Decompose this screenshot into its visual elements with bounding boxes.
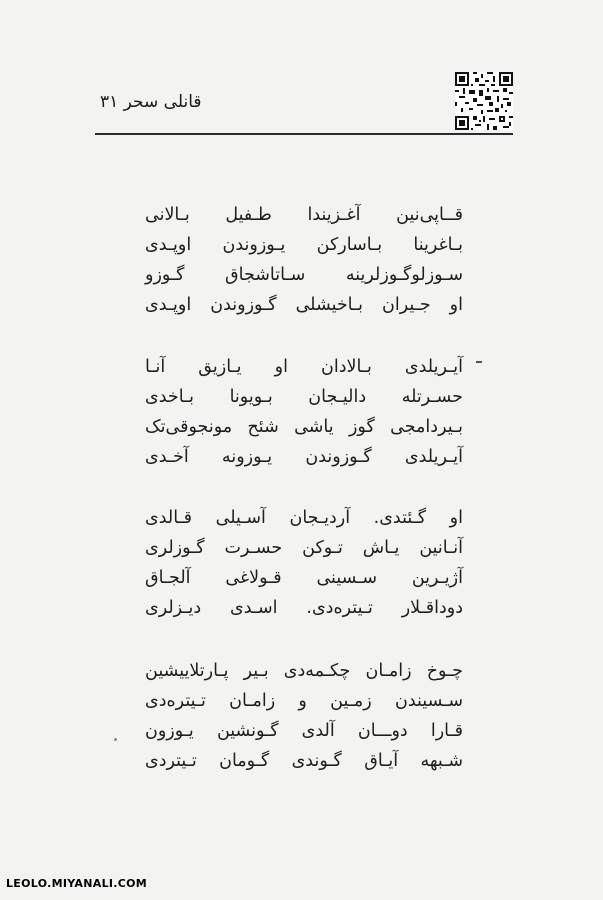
verse-line: آیـریلدی بـالادان او یـازیق آنـا: [145, 357, 463, 377]
stanza-4: [145, 656, 463, 776]
verse-line: او جـیران بـاخیشلی گـوزوندن اوپـدی: [145, 295, 463, 315]
stanza-2: [145, 352, 463, 472]
watermark: LEOLO.MIYANALI.COM: [6, 877, 148, 890]
verse-line: قــاپی‌نین آغـزیندا طـفیل بـالانی: [145, 205, 463, 225]
print-speck: [114, 738, 117, 741]
verse-line: دوداقـلار تـیتره‌دی. اسـدی دیـزلری: [145, 598, 463, 618]
verse-line: چـوخ زامـان چکـمه‌دی بـیر پـارتلاییشین: [145, 661, 463, 681]
stanza-3: [145, 503, 463, 623]
verse-line: او گـئتدی. آردیـجان آسـیلی قـالدی: [145, 508, 463, 528]
qr-code-icon[interactable]: [455, 72, 513, 130]
margin-mark: [476, 361, 482, 363]
verse-line: قـارا دو‌ـــان آلدی گـونشین یـوزون: [145, 721, 463, 741]
verse-line: بـیردامجی گوز یاشی شئح مونجوقی‌تک: [145, 417, 463, 437]
verse-line: آژیـرین سـسینی قـولاغی آلجـاق: [145, 568, 463, 588]
verse-line: حسـرتله دالیـجان بـویونا بـاخدی: [145, 387, 463, 407]
verse-line: بـاغرینا بـاسارکن یـوزوندن اوپـدی: [145, 235, 463, 255]
verse-line: شـبهه آیـاق گـوندی گـومان تـیتردی: [145, 751, 463, 771]
stanza-1: [145, 200, 463, 320]
verse-line: آیـریلدی گـوزوندن یـوزونه آخـدی: [145, 447, 463, 467]
verse-line: سـوزلوگـوزلرینه سـاتاشجاق گـوزو: [145, 265, 463, 285]
page-header-title: قانلی سحر ۳۱: [100, 92, 202, 112]
verse-line: سـسیندن زمـین و زامـان تـیتره‌دی: [145, 691, 463, 711]
verse-line: آنـانین یـاش تـوکن حسـرت گـوزلری: [145, 538, 463, 558]
header-divider: [95, 133, 513, 135]
